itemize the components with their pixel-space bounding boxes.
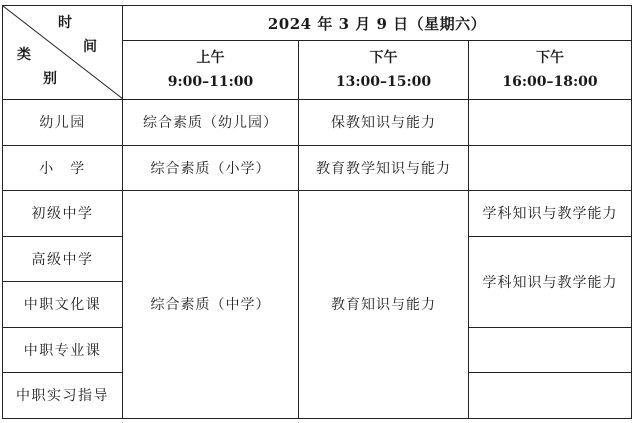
category-junior-high: 初级中学 <box>3 191 123 237</box>
session-period: 下午 <box>369 50 398 66</box>
session-time: 16:00–18:00 <box>502 74 598 90</box>
subject-cell: 综合素质（幼儿园） <box>123 100 299 146</box>
category-vocational-specialty: 中职专业课 <box>3 327 123 373</box>
corner-time-char1: 时 <box>58 15 72 31</box>
category-kindergarten: 幼儿园 <box>3 100 123 146</box>
subject-cell: 教育知识与能力 <box>299 191 469 419</box>
category-primary: 小 学 <box>3 145 123 191</box>
subject-cell: 综合素质（中学） <box>123 191 299 419</box>
session-morning <box>123 41 299 100</box>
subject-cell: 学科知识与教学能力 <box>469 236 632 327</box>
subject-cell: 保教知识与能力 <box>299 100 469 146</box>
session-time: 13:00–15:00 <box>335 74 432 90</box>
subject-cell: 教育教学知识与能力 <box>299 145 469 191</box>
session-afternoon-2 <box>469 41 632 100</box>
subject-cell: 综合素质（小学） <box>123 145 299 191</box>
corner-category-char2: 别 <box>43 71 57 87</box>
exam-date: 2024 年 3 月 9 日（星期六） <box>123 6 632 41</box>
empty-cell <box>469 145 632 191</box>
empty-cell <box>469 373 632 419</box>
empty-cell <box>469 327 632 373</box>
session-period: 上午 <box>196 50 225 66</box>
schedule-table <box>2 5 632 419</box>
empty-cell <box>469 100 632 146</box>
subject-cell: 学科知识与教学能力 <box>469 191 632 237</box>
session-period: 下午 <box>536 50 564 66</box>
category-senior-high: 高级中学 <box>3 236 123 282</box>
session-time: 9:00–11:00 <box>167 74 254 90</box>
corner-time-char2: 间 <box>83 39 97 55</box>
header-corner-cell <box>3 6 123 100</box>
corner-category-char1: 类 <box>17 47 31 63</box>
category-vocational-practice: 中职实习指导 <box>3 373 123 419</box>
exam-schedule <box>2 5 632 419</box>
category-vocational-culture: 中职文化课 <box>3 282 123 328</box>
session-afternoon-1 <box>299 41 469 100</box>
